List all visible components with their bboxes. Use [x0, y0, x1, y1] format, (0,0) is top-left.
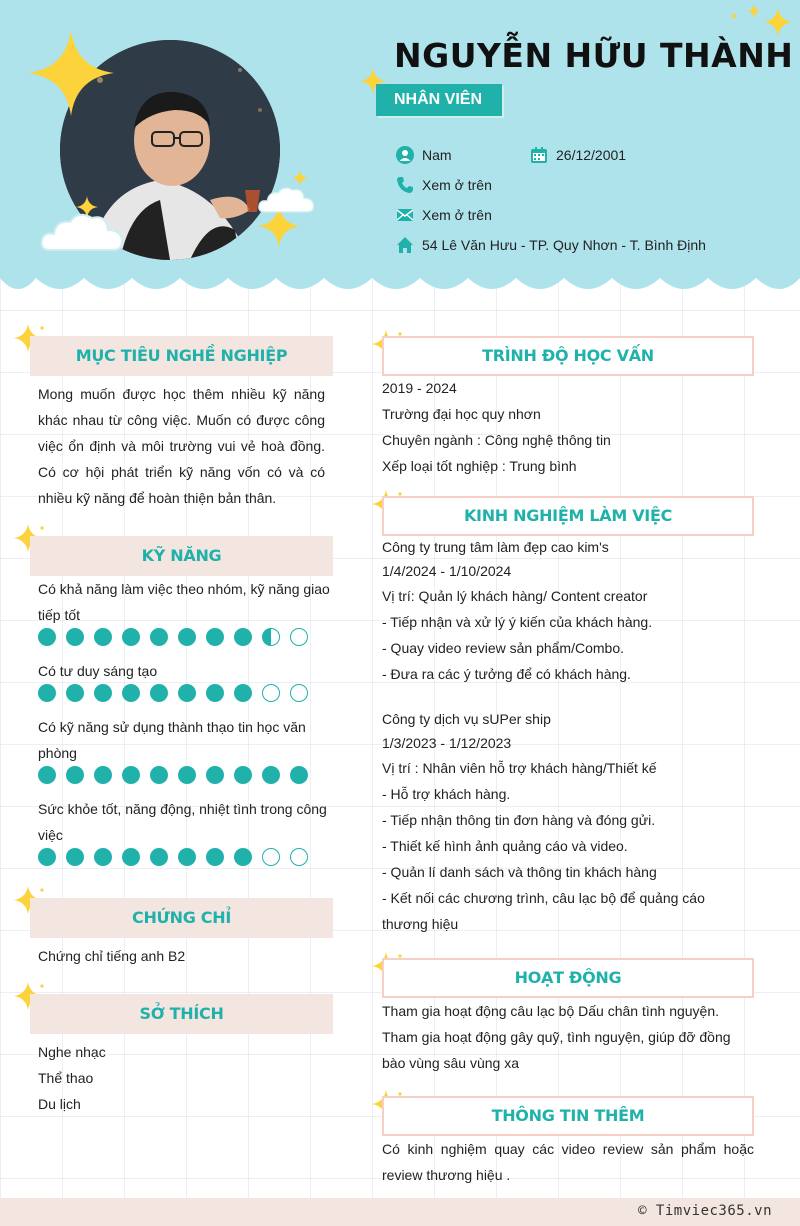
cloud-icon — [254, 182, 320, 216]
hobbies-list — [38, 1039, 333, 1117]
rating-dot-full — [234, 684, 252, 702]
gender-value: Nam — [422, 147, 452, 163]
person-icon — [396, 146, 414, 164]
certificate-item: Chứng chỉ tiếng anh B2 — [38, 948, 186, 964]
rating-dot-full — [206, 628, 224, 646]
hobby-item: Thể thao — [38, 1070, 94, 1086]
education-block — [382, 375, 754, 479]
position-badge: NHÂN VIÊN — [376, 84, 502, 116]
skill-rating — [38, 684, 308, 702]
activity-item: Tham gia hoạt động câu lạc bộ Dấu chân tình nguyện. — [382, 1003, 720, 1019]
rating-dot-full — [66, 766, 84, 784]
rating-dot-full — [38, 848, 56, 866]
rating-dot-full — [234, 848, 252, 866]
job-task: - Tiếp nhận thông tin đơn hàng và đóng gửi. — [382, 812, 656, 828]
objective-text: Mong muốn được học thêm nhiều kỹ năng khác nhau từ công việc. Muốn có được công việc ổn định và môi trường vui vẻ hoà đồng. Có cơ hội phát triển kỹ năng vốn có và có nhiều kỹ năng để hoàn thiện bản thân. — [38, 386, 325, 506]
rating-dot-full — [122, 628, 140, 646]
rating-dot-full — [178, 848, 196, 866]
experience-heading: KINH NGHIỆM LÀM VIỆC — [382, 496, 754, 536]
rating-dot-full — [178, 766, 196, 784]
hobbies-heading: SỞ THÍCH — [30, 994, 333, 1034]
rating-dot-empty — [290, 684, 308, 702]
job-company: Công ty dịch vụ sUPer ship — [382, 711, 551, 727]
education-period: 2019 - 2024 — [382, 380, 457, 396]
rating-dot-empty — [290, 628, 308, 646]
cloud-icon — [40, 206, 126, 256]
rating-dot-half — [262, 628, 280, 646]
calendar-icon — [530, 146, 548, 164]
rating-dot-full — [94, 684, 112, 702]
rating-dot-full — [262, 766, 280, 784]
rating-dot-full — [150, 766, 168, 784]
rating-dot-full — [206, 766, 224, 784]
rating-dot-full — [178, 628, 196, 646]
activities-list — [382, 998, 754, 1076]
rating-dot-full — [206, 684, 224, 702]
cv-header — [0, 0, 800, 300]
hobby-item: Nghe nhạc — [38, 1044, 106, 1060]
rating-dot-full — [38, 766, 56, 784]
email-row — [396, 206, 492, 224]
activities-heading: HOẠT ĐỘNG — [382, 958, 754, 998]
job-task: - Kết nối các chương trình, câu lạc bộ để quảng cáo thương hiệu — [382, 890, 705, 932]
phone-icon — [396, 176, 414, 194]
hobby-item: Du lịch — [38, 1096, 81, 1112]
gender-row — [396, 146, 452, 164]
footer-bar — [0, 1198, 800, 1226]
certificates-heading: CHỨNG CHỈ — [30, 898, 333, 938]
job-task: - Đưa ra các ý tưởng để có khách hàng. — [382, 666, 631, 682]
mail-icon — [396, 206, 414, 224]
home-icon — [396, 236, 414, 254]
job-role: Vị trí : Nhân viên hỗ trợ khách hàng/Thiết kế — [382, 760, 657, 776]
job-period: 1/4/2024 - 1/10/2024 — [382, 563, 512, 579]
phone-value: Xem ở trên — [422, 177, 492, 193]
rating-dot-full — [150, 848, 168, 866]
skill-rating — [38, 628, 308, 646]
rating-dot-empty — [290, 848, 308, 866]
birthday-value: 26/12/2001 — [556, 147, 627, 163]
skill-name: Có tư duy sáng tạo — [38, 663, 158, 679]
rating-dot-full — [38, 684, 56, 702]
education-major: Chuyên ngành : Công nghệ thông tin — [382, 432, 611, 448]
education-school: Trường đại học quy nhơn — [382, 406, 541, 422]
additional-info-heading: THÔNG TIN THÊM — [382, 1096, 754, 1136]
additional-info-text: Có kinh nghiệm quay các video review sản phẩm hoặc review thương hiệu . — [382, 1141, 754, 1183]
job-task: - Hỗ trợ khách hàng. — [382, 786, 511, 802]
watermark-text: © Timviec365.vn — [638, 1203, 772, 1219]
rating-dot-full — [66, 628, 84, 646]
job-period: 1/3/2023 - 1/12/2023 — [382, 735, 512, 751]
rating-dot-empty — [262, 848, 280, 866]
candidate-name: NGUYỄN HỮU THÀNH — [394, 36, 794, 75]
skills-heading: KỸ NĂNG — [30, 536, 333, 576]
skill-name: Có kỹ năng sử dụng thành thạo tin học văn phòng — [38, 719, 306, 761]
job-task: - Quản lí danh sách và thông tin khách hàng — [382, 864, 657, 880]
rating-dot-full — [234, 766, 252, 784]
rating-dot-full — [234, 628, 252, 646]
birthday-row — [530, 146, 626, 164]
job-task: - Tiếp nhận và xử lý ý kiến của khách hàng. — [382, 614, 653, 630]
address-row — [396, 236, 706, 254]
rating-dot-full — [38, 628, 56, 646]
objective-heading: MỤC TIÊU NGHỀ NGHIỆP — [30, 336, 333, 376]
rating-dot-full — [122, 848, 140, 866]
rating-dot-full — [94, 848, 112, 866]
rating-dot-full — [94, 766, 112, 784]
job-company: Công ty trung tâm làm đẹp cao kim's — [382, 539, 609, 555]
rating-dot-full — [122, 684, 140, 702]
rating-dot-full — [178, 684, 196, 702]
phone-row — [396, 176, 492, 194]
skill-name: Sức khỏe tốt, năng động, nhiệt tình trong công việc — [38, 801, 327, 843]
address-value: 54 Lê Văn Hưu - TP. Quy Nhơn - T. Bình Định — [422, 237, 706, 253]
experience-job — [382, 707, 754, 937]
email-value: Xem ở trên — [422, 207, 492, 223]
rating-dot-full — [122, 766, 140, 784]
experience-job — [382, 535, 754, 687]
job-task: - Quay video review sản phẩm/Combo. — [382, 640, 624, 656]
rating-dot-full — [66, 848, 84, 866]
rating-dot-full — [66, 684, 84, 702]
rating-dot-full — [290, 766, 308, 784]
skill-rating — [38, 848, 308, 866]
education-heading: TRÌNH ĐỘ HỌC VẤN — [382, 336, 754, 376]
rating-dot-empty — [262, 684, 280, 702]
job-task: - Thiết kế hình ảnh quảng cáo và video. — [382, 838, 628, 854]
corner-star-sparkles-icon — [724, 4, 794, 38]
activity-item: Tham gia hoạt động gây quỹ, tình nguyện, giúp đỡ đồng bào vùng sâu vùng xa — [382, 1029, 731, 1071]
job-role: Vị trí: Quản lý khách hàng/ Content creator — [382, 588, 648, 604]
large-star-sparkle-icon — [28, 30, 114, 116]
rating-dot-full — [94, 628, 112, 646]
rating-dot-full — [206, 848, 224, 866]
rating-dot-full — [150, 628, 168, 646]
rating-dot-full — [150, 684, 168, 702]
skill-rating — [38, 766, 308, 784]
education-grade: Xếp loại tốt nghiệp : Trung bình — [382, 458, 577, 474]
skill-name: Có khả năng làm việc theo nhóm, kỹ năng giao tiếp tốt — [38, 581, 330, 623]
